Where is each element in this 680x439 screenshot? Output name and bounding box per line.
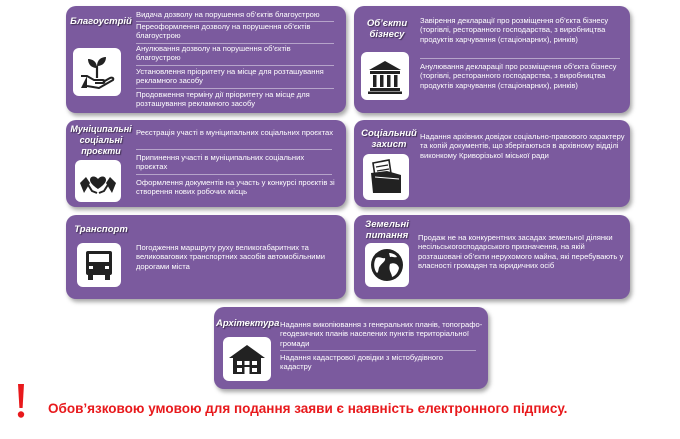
blahoustrii-item-5[interactable]: Продовження терміну дії пріоритету на місце для розташування рекламного засобу (136, 90, 310, 109)
arkhitektura-item-2[interactable]: Надання кадастрової довідки з містобудівного кадастру (280, 353, 443, 372)
munitsypalni-item-3[interactable]: Оформлення документів на участь у конкурсі проєктів зі створення нових робочих місць (136, 178, 335, 197)
card-arkhitektura[interactable] (214, 307, 488, 389)
card-title-obiekty (358, 18, 416, 40)
card-munitsypalni[interactable] (66, 120, 346, 207)
icon-box-transport (77, 243, 121, 287)
exclamation-icon (14, 383, 28, 419)
blahoustrii-item-3[interactable]: Анулювання дозволу на порушення об’єктів благоустрою (136, 44, 291, 63)
card-zemelni[interactable] (354, 215, 630, 299)
card-title-munitsypalni (68, 124, 134, 157)
obiekty-divider-1 (420, 58, 620, 59)
icon-box-blahoustrii (73, 48, 121, 96)
icon-box-zemelni (365, 243, 409, 287)
card-title-munitsypalni-line2: соціальні (79, 135, 123, 145)
card-title-obiekty-line2: бізнесу (369, 29, 405, 40)
truck-icon (81, 247, 117, 283)
house-icon (227, 341, 267, 377)
notice-text: Обов’язковою умовою для подання заяви є наявність електронного підпису. (48, 401, 568, 416)
blahoustrii-item-4[interactable]: Установлення пріоритету на місце для розташування рекламного засобу (136, 67, 324, 86)
card-title-transport: Транспорт (74, 224, 128, 235)
card-transport[interactable] (66, 215, 346, 299)
obiekty-item-2[interactable]: Анулювання декларації про розміщення об’єкта бізнесу (торгівлі, ресторанного господарства, з виробництва продуктів харчування (стаціонарних), ринків) (420, 62, 617, 90)
hands-heart-icon (78, 163, 118, 199)
munitsypalni-item-1[interactable]: Реєстрація участі в муніципальних соціальних проєктах (136, 128, 333, 137)
icon-box-sotsialnyi (363, 154, 409, 200)
documents-folder-icon (367, 157, 405, 197)
card-blahoustrii[interactable] (66, 6, 346, 113)
icon-box-obiekty (361, 52, 409, 100)
card-title-sotsialnyi-line1: Соціальний (361, 128, 417, 139)
card-title-sotsialnyi (356, 128, 422, 150)
obiekty-item-1[interactable]: Завірення декларації про розміщення об’єкта бізнесу (торгівлі, ресторанного господарства, з виробництва продуктів харчування (стаціонарних), ринків) (420, 16, 609, 44)
munitsypalni-divider-2 (136, 174, 332, 175)
munitsypalni-divider-1 (136, 149, 332, 150)
transport-item-1[interactable]: Погодження маршруту руху великогабаритних та великовагових транспортних засобів автомобільними дорогами міста (136, 243, 325, 271)
card-title-blahoustrii: Благоустрій (70, 16, 132, 27)
hands-plant-icon (77, 52, 117, 92)
arkhitektura-item-1[interactable]: Надання викопіювання з генеральних планів, топографо-геодезичних планів населених пунктів територіальної громади (280, 320, 483, 348)
card-title-zemelni (356, 219, 418, 241)
card-title-obiekty-line1: Об’єкти (366, 18, 408, 29)
blahoustrii-divider-3 (136, 65, 334, 66)
card-title-sotsialnyi-line2: захист (371, 139, 407, 150)
blahoustrii-item-2[interactable]: Переоформлення дозволу на порушення об’єктів благоустрою (136, 22, 311, 41)
blahoustrii-divider-4 (136, 88, 334, 89)
blahoustrii-item-1[interactable]: Видача дозволу на порушення об’єктів благоустрою (136, 10, 320, 19)
zemelni-item-1[interactable]: Продаж не на конкурентних засадах земельної ділянки несільськогосподарського призначення, на якій розташовані об’єкти нерухомого майна, які перебувають у власності громадян та юридичних осіб (418, 233, 624, 271)
sotsialnyi-item-1[interactable]: Надання архівних довідок соціально-правового характеру та копій документів, що зберігаються в архівному відділі виконкому Криворізької міської ради (420, 132, 625, 160)
card-title-munitsypalni-line1: Муніципальні (70, 124, 132, 134)
card-title-munitsypalni-line3: проєкти (81, 146, 121, 156)
arkhitektura-divider-1 (280, 350, 476, 351)
card-obiekty[interactable] (354, 6, 630, 113)
card-title-zemelni-line2: питання (365, 230, 409, 241)
munitsypalni-item-2[interactable]: Припинення участі в муніципальних соціальних проєктах (136, 153, 305, 172)
globe-icon (368, 246, 406, 284)
card-title-zemelni-line1: Земельні (365, 219, 409, 230)
card-sotsialnyi[interactable] (354, 120, 630, 207)
icon-box-arkhitektura (223, 337, 271, 381)
icon-box-munitsypalni (75, 160, 121, 202)
card-title-arkhitektura: Архітектура (216, 318, 280, 329)
bank-building-icon (365, 56, 405, 96)
